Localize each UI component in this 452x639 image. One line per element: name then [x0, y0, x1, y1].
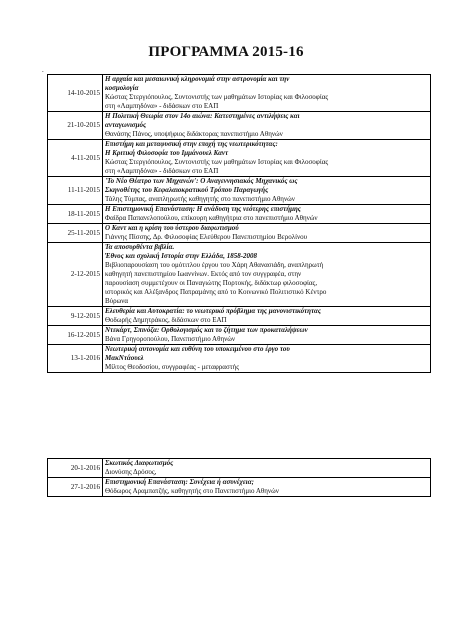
session-description — [103, 459, 431, 478]
session-description — [103, 478, 431, 497]
session-date: 25-11-2015 — [48, 224, 103, 243]
session-topic-line: ΜακΝτάουελ — [105, 354, 144, 362]
session-description — [103, 112, 431, 140]
schedule-row — [48, 243, 431, 307]
session-speaker-line: Θοδωρής Δημητράκος, διδάσκων στο ΕΑΠ — [105, 316, 227, 324]
schedule-row — [48, 307, 431, 326]
session-date: 2-12-2015 — [48, 243, 103, 307]
schedule-table-main — [47, 74, 431, 373]
session-description — [103, 243, 431, 307]
session-speaker-line: Κώστας Στεργιόπουλος, Συντονιστής των μαθημάτων Ιστορίας και Φιλοσοφίας — [105, 158, 329, 166]
session-speaker-line: στη «Λαμπηδόνα» - διδάσκων στο ΕΑΠ — [105, 102, 219, 110]
session-topic-line: Ο Καντ και η κρίση του ύστερου διαφωτισμού — [105, 224, 239, 232]
session-date: 4-11-2015 — [48, 140, 103, 177]
session-speaker-line: Θόδωρος Αραμπατζής, καθηγητής στο Πανεπιστήμιο Αθηνών — [105, 487, 279, 495]
session-date: 14-10-2015 — [48, 75, 103, 112]
session-topic-line: Η Πολιτική Θεωρία στον 14ο αιώνα: Κατεστημένες αντιλήψεις και — [105, 112, 300, 120]
session-topic-line: Έθνος και σχολική Ιστορία στην Ελλάδα, 1858-2008 — [105, 252, 258, 260]
session-date: 27-1-2016 — [48, 478, 103, 497]
session-speaker-line: Γιάννης Πίσσης, Δρ. Φιλοσοφίας Ελεύθερου Πανεπιστημίου Βερολίνου — [105, 233, 308, 241]
session-topic-line: Η Κριτική Φιλοσοφία του Ιμμάνουελ Καντ — [105, 149, 229, 157]
session-description — [103, 326, 431, 345]
session-date: 21-10-2015 — [48, 112, 103, 140]
session-description — [103, 205, 431, 224]
session-description — [103, 345, 431, 373]
session-speaker-line: Βάνα Γρηγοροπούλου, Πανεπιστήμιο Αθηνών — [105, 335, 236, 343]
schedule-row — [48, 140, 431, 177]
session-date: 20-1-2016 — [48, 459, 103, 478]
session-speaker-line: καθηγητή πανεπιστημίου Ιωαννίνων. Εκτός από τον συγγραφέα, στην — [105, 270, 302, 278]
schedule-table-secondary — [47, 458, 431, 497]
session-topic-line: 'Το Νέο Θέατρο των Μηχανών': Ο Αναγεννησιακός Μηχανικός ως — [105, 177, 298, 185]
session-speaker-line: στη «Λαμπηδόνα» - διδάσκων στο ΕΑΠ — [105, 167, 219, 175]
schedule-row — [48, 224, 431, 243]
session-speaker-line: Θανάσης Πάνος, υποψήφιος διδάκτορας πανεπιστήμιο Αθηνών — [105, 130, 283, 138]
session-topic-line: ανταγωνισμός — [105, 121, 147, 129]
session-topic-line: Σκηνοθέτης του Κεφαλαιοκρατικού Τρόπου Παραγωγής — [105, 186, 269, 194]
session-topic-line: Η Επιστημονική Επανάσταση: Η ανάδυση της νεότερης επιστήμης — [105, 205, 301, 213]
schedule-row — [48, 326, 431, 345]
schedule-row — [48, 75, 431, 112]
session-date: 16-12-2015 — [48, 326, 103, 345]
session-description — [103, 224, 431, 243]
session-speaker-line: παρουσίαση συμμετέχουν οι Παναγιώτης Πορτοκής, διδάκτωρ φιλοσοφίας, — [105, 279, 318, 287]
session-topic-line: Τα αποσυρθέντα βιβλία. — [105, 243, 175, 251]
session-speaker-line: Κώστας Στεργιόπουλος, Συντονιστής των μαθημάτων Ιστορίας και Φιλοσοφίας — [105, 93, 329, 101]
session-speaker-line: Τάλης Τύμπας, αναπληρωτής καθηγητής στο πανεπιστήμιο Αθηνών — [105, 195, 295, 203]
session-topic-line: Σκωτικός Διαφωτισμός — [105, 459, 174, 467]
session-topic-line: Ελευθερία και Αυτοκρατία: το νεωτερικό πρόβλημα της μανονιστικότητας — [105, 307, 321, 315]
schedule-row — [48, 478, 431, 497]
bullet-marker: . — [42, 66, 44, 74]
session-topic-line: κοσμολογία — [105, 84, 139, 92]
schedule-row — [48, 177, 431, 205]
session-topic-line: Επιστημονική Επανάσταση: Συνέχεια ή ασυνέχεια; — [105, 478, 254, 486]
session-topic-line: Νεωτερική αυτονομία και ευθύνη του υποκειμένου στο έργο του — [105, 345, 290, 353]
schedule-row — [48, 459, 431, 478]
session-description — [103, 140, 431, 177]
session-date: 11-11-2015 — [48, 177, 103, 205]
session-date: 18-11-2015 — [48, 205, 103, 224]
session-speaker-line: ιστορικός και Αλέξανδρος Πατραμάνης από το Κοινωνικό Πολιτιστικό Κέντρο — [105, 288, 327, 296]
page-title: ΠΡΟΓΡΑΜΜΑ 2015-16 — [148, 44, 304, 60]
schedule-row — [48, 112, 431, 140]
session-date: 9-12-2015 — [48, 307, 103, 326]
session-description — [103, 307, 431, 326]
session-speaker-line: Φαίδρα Παπανελοπούλου, επίκουρη καθηγήτρια στο πανεπιστήμιο Αθηνών — [105, 214, 318, 222]
session-speaker-line: Βιβλιοπαρουσίαση του ομότιτλου έργου του Χάρη Αθανασιάδη, αναπληρωτή — [105, 261, 324, 269]
schedule-row — [48, 345, 431, 373]
session-speaker-line: Μίλτος Θεοδοσίου, συγγραφέας - μεταφραστής — [105, 363, 239, 371]
session-description — [103, 75, 431, 112]
schedule-row — [48, 205, 431, 224]
session-speaker-line: Διονύσης Δρόσος, — [105, 468, 157, 476]
session-speaker-line: Βύρωνα — [105, 297, 129, 305]
session-date: 13-1-2016 — [48, 345, 103, 373]
session-description — [103, 177, 431, 205]
session-topic-line: Ντεκάρτ, Σπινόζα: Ορθολογισμός και το ζήτημα των προκαταλήψεων — [105, 326, 308, 334]
session-topic-line: Επιστήμη και μεταφυσική στην εποχή της νεωτερικότητας: — [105, 140, 278, 148]
session-topic-line: Η αρχαία και μεσαιωνική κληρονομιά στην αστρονομία και την — [105, 75, 290, 83]
